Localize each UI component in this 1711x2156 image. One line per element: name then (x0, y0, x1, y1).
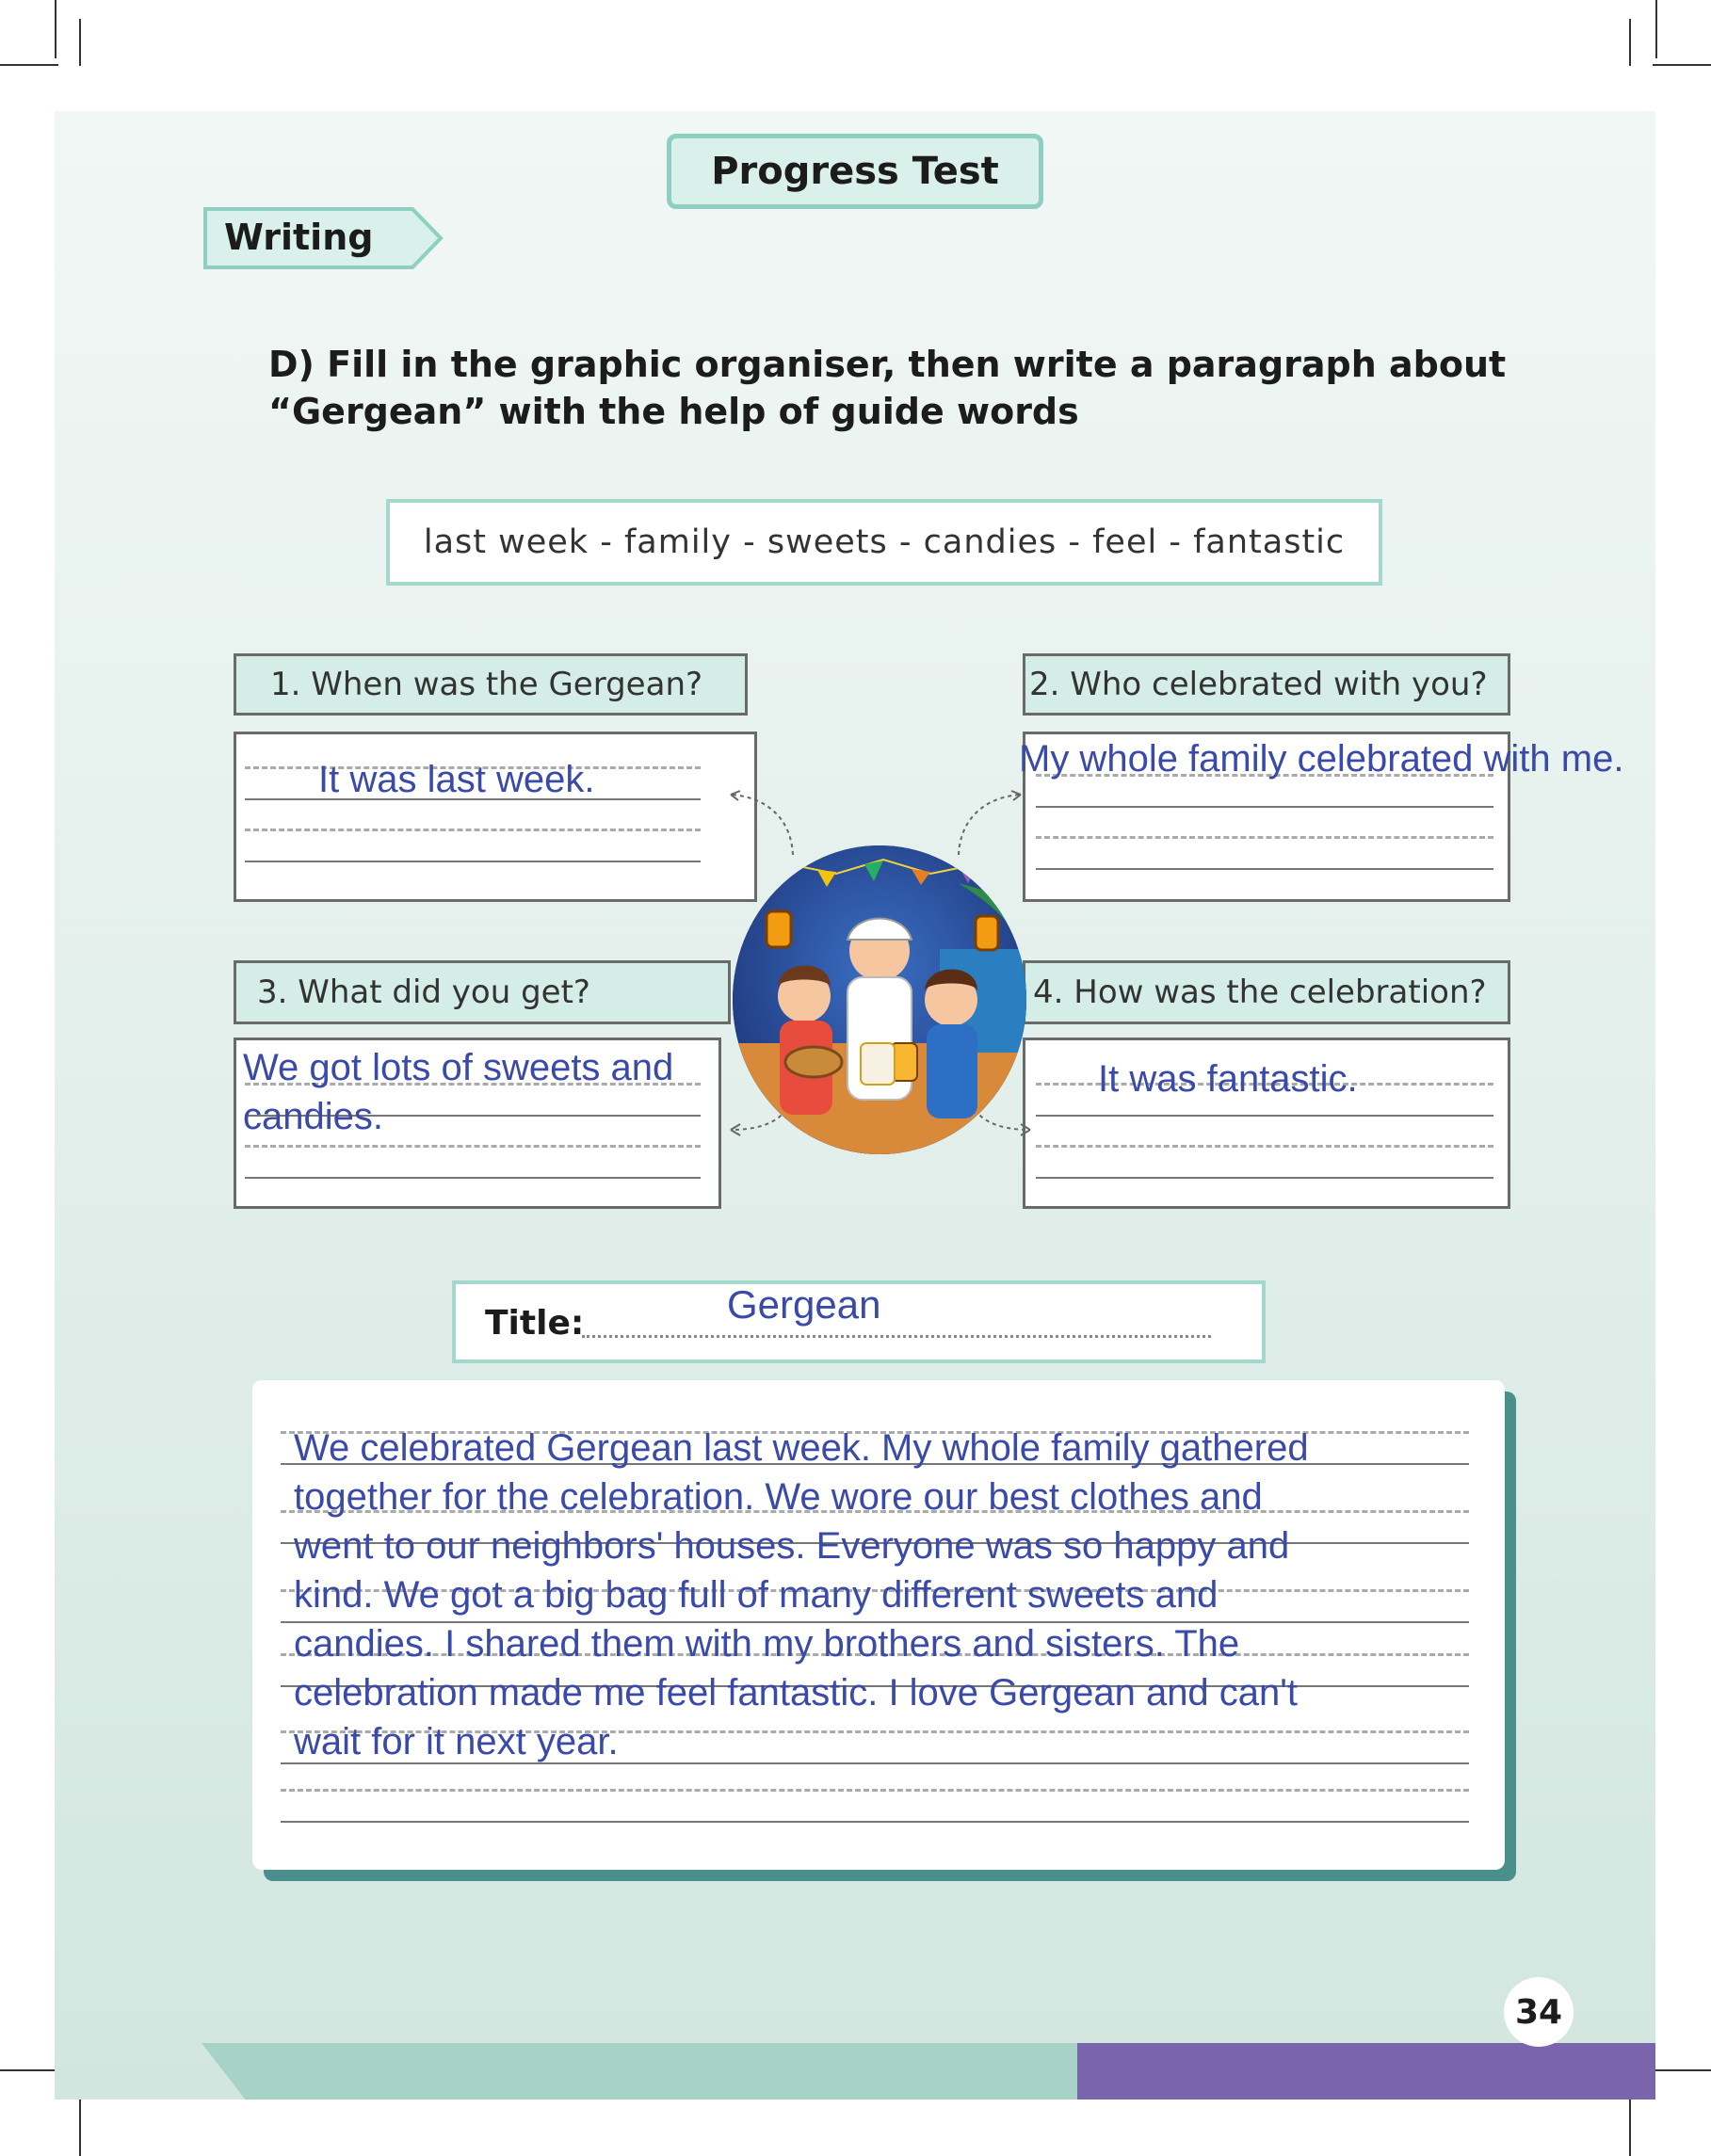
gergean-illustration (733, 845, 1026, 1154)
crop-mark (55, 0, 56, 58)
section-label: Writing (224, 217, 374, 258)
paragraph-line: candies. I shared them with my brothers and sisters. The (294, 1623, 1240, 1665)
answer-3-text: candies. (243, 1096, 383, 1137)
footer-band-teal (202, 2043, 1077, 2100)
paragraph-line: together for the celebration. We wore our best clothes and (294, 1476, 1263, 1518)
answer-3-text: We got lots of sweets and (243, 1047, 674, 1088)
title-value: Gergean (727, 1282, 881, 1327)
instruction-line: D) Fill in the graphic organiser, then write a paragraph about (268, 344, 1507, 385)
paragraph-line: wait for it next year. (294, 1721, 619, 1762)
question-3-label: 3. What did you get? (234, 960, 731, 1024)
instruction-line: “Gergean” with the help of guide words (268, 391, 1079, 432)
paragraph-line: We celebrated Gergean last week. My whole family gathered (294, 1427, 1309, 1469)
crop-mark (1655, 0, 1657, 58)
guide-words-box: last week - family - sweets - candies - feel - fantastic (386, 499, 1382, 586)
answer-1-text: It was last week. (318, 759, 595, 800)
writing-line (1036, 1177, 1493, 1179)
writing-line (281, 1821, 1469, 1823)
crop-mark (0, 2069, 58, 2071)
paragraph-line: went to our neighbors' houses. Everyone was so happy and (294, 1525, 1290, 1567)
title-dotted-line (582, 1335, 1211, 1338)
writing-line (1036, 1115, 1493, 1117)
crop-mark (1629, 19, 1631, 66)
writing-line (245, 1177, 701, 1179)
instruction (268, 341, 1530, 435)
crop-mark (79, 19, 81, 66)
writing-line (1036, 806, 1493, 808)
writing-line (245, 861, 701, 862)
crop-mark (1653, 2069, 1711, 2071)
answer-2-text: My whole family celebrated with me. (1019, 738, 1624, 780)
writing-line (1036, 1145, 1493, 1148)
writing-line (1036, 868, 1493, 870)
question-2-label: 2. Who celebrated with you? (1023, 653, 1510, 716)
title-label: Title: (485, 1304, 585, 1343)
writing-line (245, 829, 701, 831)
footer-band-purple (1077, 2043, 1655, 2100)
paragraph-line: kind. We got a big bag full of many different sweets and (294, 1574, 1219, 1616)
writing-line (1036, 836, 1493, 839)
crop-mark (0, 64, 58, 66)
paragraph-line: celebration made me feel fantastic. I love Gergean and can't (294, 1672, 1299, 1714)
page-title: Progress Test (667, 134, 1043, 209)
writing-line (281, 1789, 1469, 1792)
question-1-label: 1. When was the Gergean? (234, 653, 748, 716)
answer-4-text: It was fantastic. (1098, 1058, 1358, 1100)
question-4-label: 4. How was the celebration? (1023, 960, 1510, 1024)
arrow-icon (725, 787, 800, 862)
writing-line (245, 1145, 701, 1148)
answer-1-box[interactable] (234, 732, 757, 902)
crop-mark (1653, 64, 1711, 66)
arrow-icon (951, 787, 1026, 862)
page-number: 34 (1504, 1977, 1574, 2047)
